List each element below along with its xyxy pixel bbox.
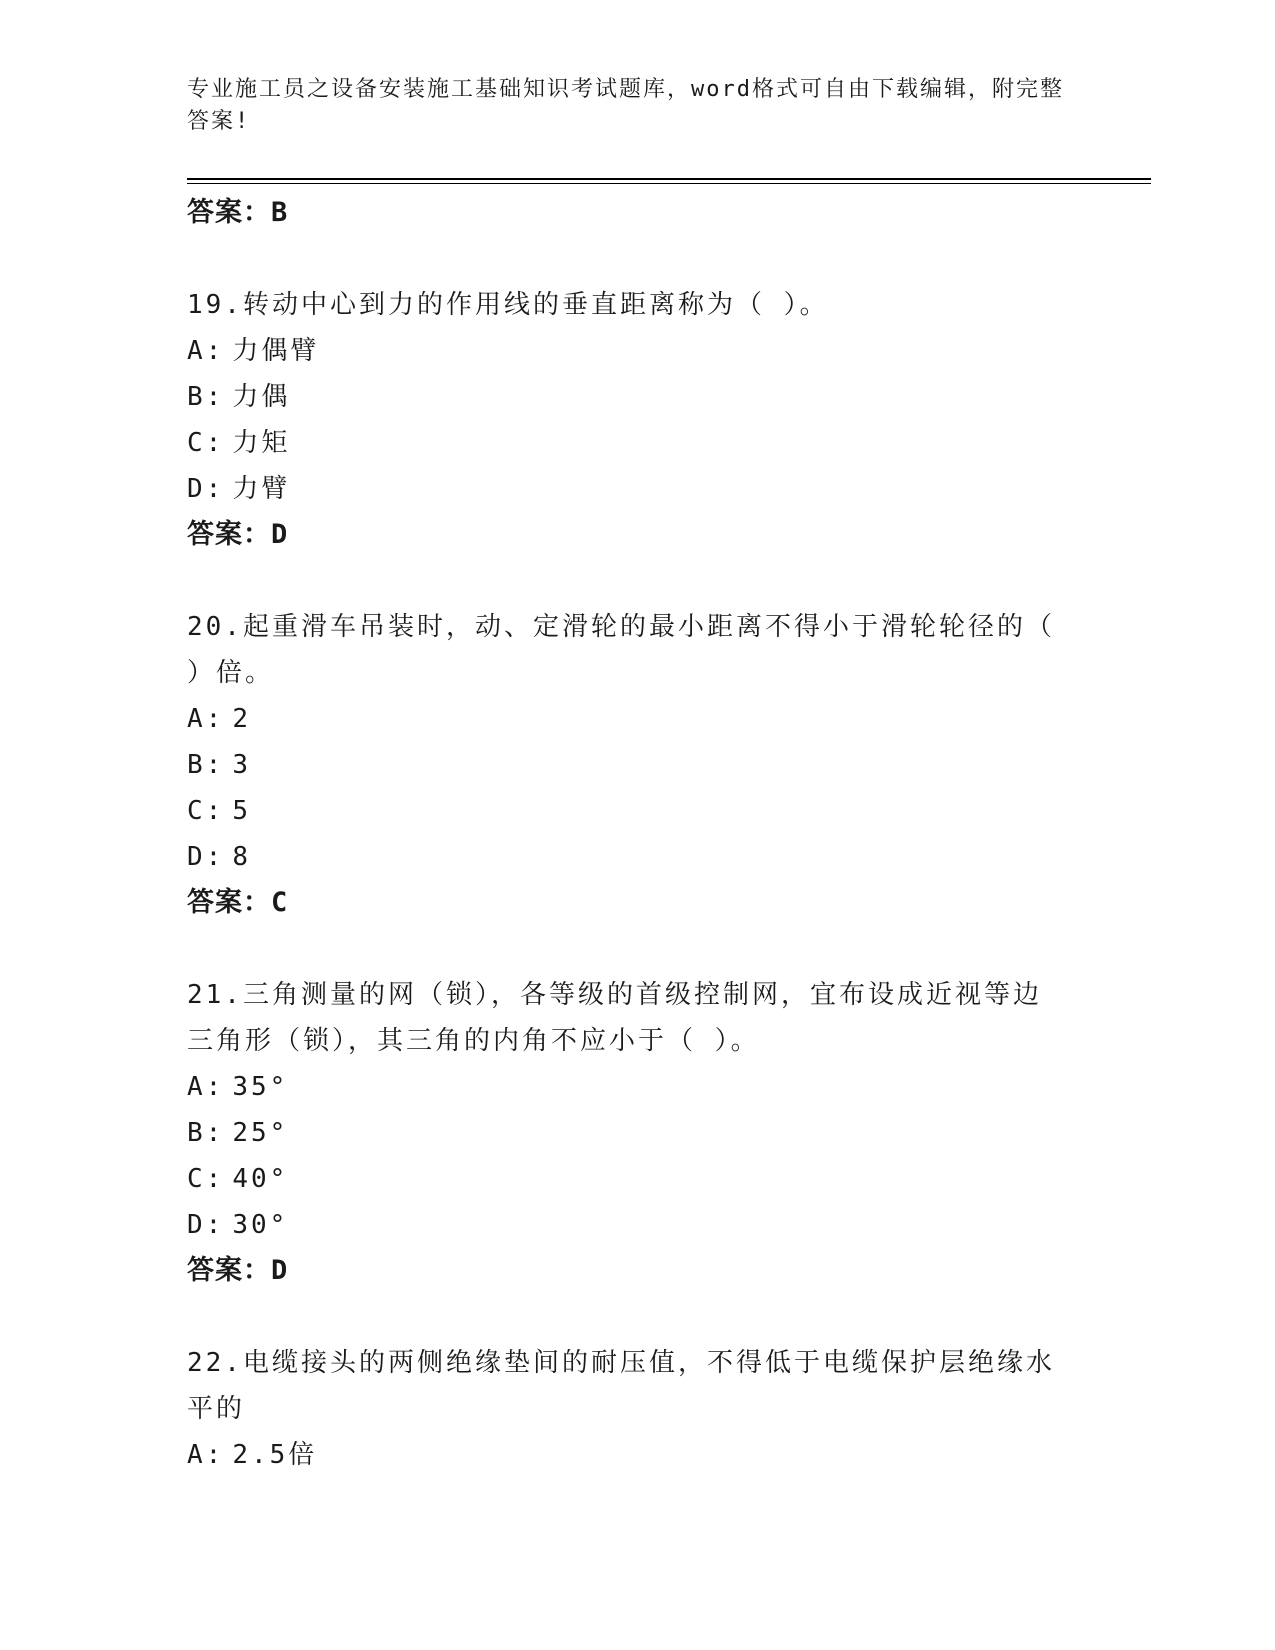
question-stem: 20.起重滑车吊装时，动、定滑轮的最小距离不得小于滑轮轮径的（ ）倍。 bbox=[187, 612, 1055, 688]
question-stem: 19.转动中心到力的作用线的垂直距离称为（ ）。 bbox=[187, 290, 829, 320]
option-c: C: 40° bbox=[187, 1164, 289, 1194]
option-a: A: 力偶臂 bbox=[187, 336, 320, 366]
option-c: C: 5 bbox=[187, 796, 251, 826]
option-a: A: 2.5倍 bbox=[187, 1440, 318, 1470]
answer-value: B bbox=[271, 197, 289, 228]
answer-label: 答案： bbox=[187, 887, 271, 918]
question-22 bbox=[187, 1340, 1087, 1478]
answer-value: C bbox=[271, 887, 289, 918]
answer-label: 答案： bbox=[187, 1255, 271, 1286]
option-d: D: 8 bbox=[187, 842, 251, 872]
question-stem: 21.三角测量的网（锁），各等级的首级控制网，宜布设成近视等边三角形（锁），其三角的内角不应小于（ ）。 bbox=[187, 980, 1042, 1056]
option-c: C: 力矩 bbox=[187, 428, 291, 458]
question-20 bbox=[187, 604, 1087, 926]
question-stem: 22.电缆接头的两侧绝缘垫间的耐压值，不得低于电缆保护层绝缘水平的 bbox=[187, 1348, 1055, 1424]
question-19 bbox=[187, 282, 1087, 558]
answer-label: 答案： bbox=[187, 519, 271, 550]
option-b: B: 3 bbox=[187, 750, 251, 780]
option-b: B: 力偶 bbox=[187, 382, 291, 412]
option-a: A: 35° bbox=[187, 1072, 289, 1102]
previous-answer bbox=[187, 190, 1087, 236]
answer bbox=[187, 880, 1087, 926]
header-divider-thin bbox=[187, 183, 1151, 184]
answer bbox=[187, 1248, 1087, 1294]
option-d: D: 力臂 bbox=[187, 474, 291, 504]
answer bbox=[187, 512, 1087, 558]
question-list bbox=[187, 190, 1087, 1478]
option-b: B: 25° bbox=[187, 1118, 289, 1148]
option-a: A: 2 bbox=[187, 704, 251, 734]
question-21 bbox=[187, 972, 1087, 1294]
answer-value: D bbox=[271, 519, 289, 550]
answer-value: D bbox=[271, 1255, 289, 1286]
answer-label: 答案： bbox=[187, 197, 271, 228]
document-intro: 专业施工员之设备安装施工基础知识考试题库，word格式可自由下载编辑，附完整答案! bbox=[187, 77, 1064, 134]
header-divider-thick bbox=[187, 178, 1151, 180]
option-d: D: 30° bbox=[187, 1210, 289, 1240]
